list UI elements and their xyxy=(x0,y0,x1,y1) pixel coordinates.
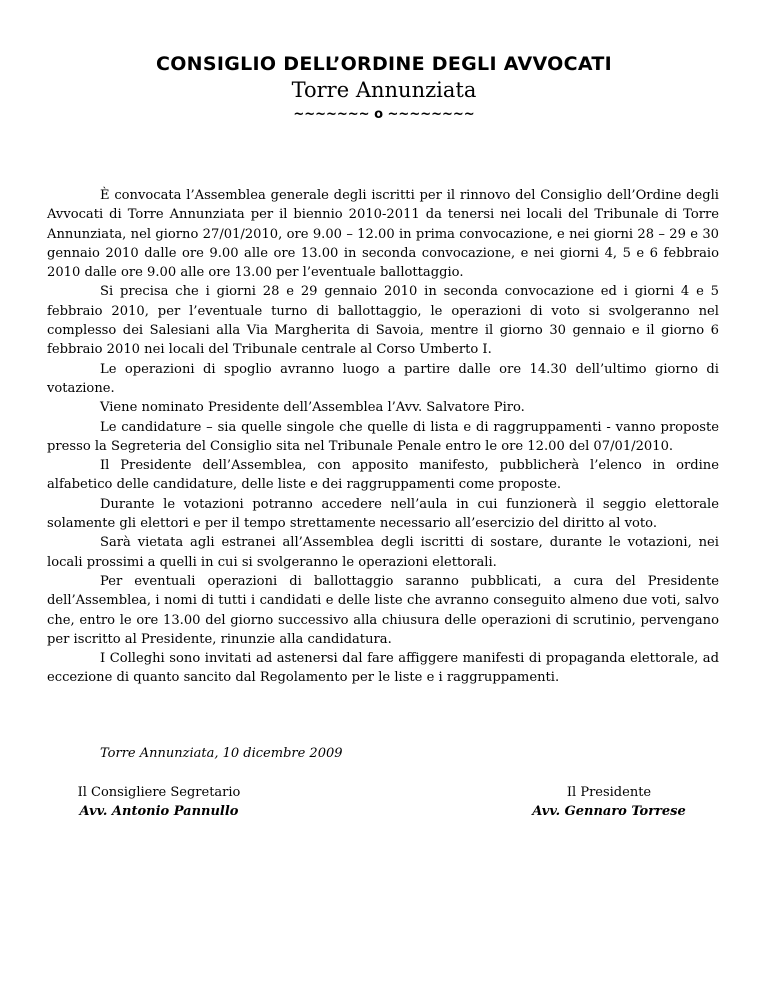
organization-title: CONSIGLIO DELL’ORDINE DEGLI AVVOCATI xyxy=(155,53,612,75)
paragraph: Si precisa che i giorni 28 e 29 gennaio 2010 in seconda convocazione ed i giorni 4 e 5 febbraio 2010, per l’eventuale turno di ballottaggio, le operazioni di voto si svolgeranno nel complesso dei Salesiani alla Via Margherita di Savoia, mentre il giorno 30 gennaio e il giorno 6 febbraio 2010 nei locali del Tribunale centrale al Corso Umberto I. xyxy=(47,284,719,358)
signature-role: Il Consigliere Segretario xyxy=(77,785,241,800)
paragraph: Viene nominato Presidente dell’Assemblea l’Avv. Salvatore Piro. xyxy=(100,400,525,416)
paragraph: I Colleghi sono invitati ad astenersi dal fare affiggere manifesti di propaganda elettorale, ad eccezione di quanto sancito dal Regolamento per le liste e i raggruppamenti. xyxy=(47,651,719,686)
place-date: Torre Annunziata, 10 dicembre 2009 xyxy=(100,746,343,761)
signature-name: Avv. Gennaro Torrese xyxy=(532,804,686,819)
signature-name: Avv. Antonio Pannullo xyxy=(79,804,239,819)
decorative-separator: ~~~~~~~ o ~~~~~~~~ xyxy=(293,107,475,122)
paragraph: È convocata l’Assemblea generale degli iscritti per il rinnovo del Consiglio dell’Ordine degli Avvocati di Torre Annunziata per il biennio 2010-2011 da tenersi nei locali del Tribunale di Torre Annunziata, nel giorno 27/01/2010, ore 9.00 – 12.00 in prima convocazione, e nei giorni 28 – 29 e 30 gennaio 2010 dalle ore 9.00 alle ore 13.00 in seconda convocazione, e nei giorni 4, 5 e 6 febbraio 2010 dalle ore 9.00 alle ore 13.00 per l’eventuale ballottaggio. xyxy=(47,188,719,281)
signature-secretary xyxy=(64,783,254,821)
paragraph: Le candidature – sia quelle singole che quelle di lista e di raggruppamenti - vanno proposte presso la Segreteria del Consiglio sita nel Tribunale Penale entro le ore 12.00 del 07/01/2010. xyxy=(47,419,719,454)
signature-president xyxy=(504,783,714,821)
paragraph: Per eventuali operazioni di ballottaggio saranno pubblicati, a cura del Presidente dell’Assemblea, i nomi di tutti i candidati e delle liste che avranno conseguito almeno due voti, salvo che, entro le ore 13.00 del giorno successivo alla chiusura delle operazioni di scrutinio, pervengano per iscritto al Presidente, rinunzie alla candidatura. xyxy=(47,573,719,647)
paragraph: Il Presidente dell’Assemblea, con apposito manifesto, pubblicherà l’elenco in ordine alfabetico delle candidature, delle liste e dei raggruppamenti come proposte. xyxy=(47,458,719,493)
signature-role: Il Presidente xyxy=(566,785,652,800)
letterhead xyxy=(0,52,768,124)
city-subtitle: Torre Annunziata xyxy=(291,78,477,102)
paragraph: Sarà vietata agli estranei all’Assemblea degli iscritti di sostare, durante le votazioni, nei locali prossimi a quelli in cui si svolgeranno le operazioni elettorali. xyxy=(47,535,719,570)
notice-body xyxy=(47,186,719,688)
paragraph: Le operazioni di spoglio avranno luogo a partire dalle ore 14.30 dell’ultimo giorno di votazione. xyxy=(47,361,719,396)
paragraph: Durante le votazioni potranno accedere nell’aula in cui funzionerà il seggio elettorale solamente gli elettori e per il tempo strettamente necessario all’esercizio del diritto al voto. xyxy=(47,496,719,532)
